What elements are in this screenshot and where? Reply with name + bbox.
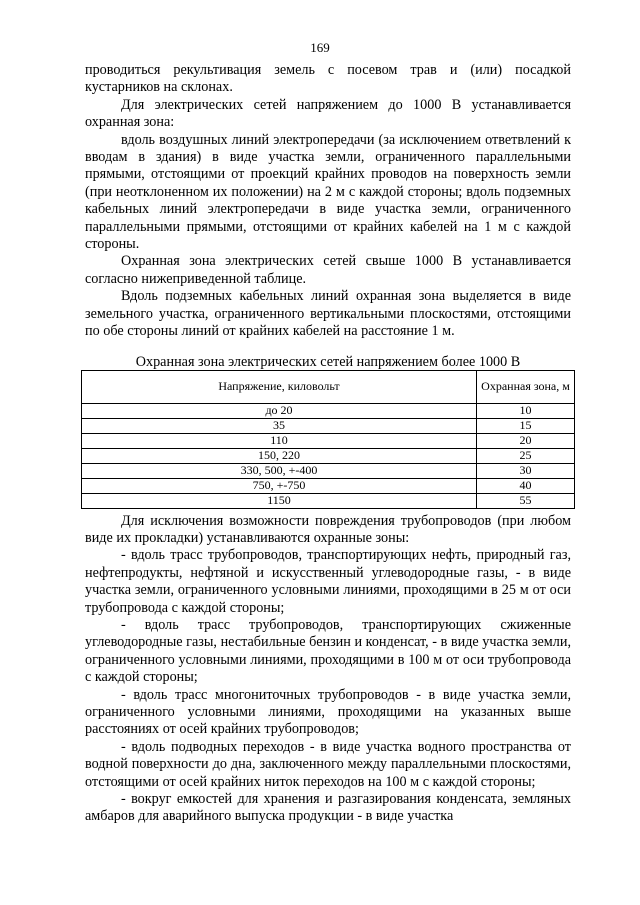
cell-zone: 30 xyxy=(477,463,575,478)
paragraph: Охранная зона электрических сетей свыше 1000 В устанавливается согласно нижеприведенной таблице. xyxy=(85,253,571,287)
cell-voltage: до 20 xyxy=(82,403,477,418)
table-row xyxy=(82,463,575,478)
paragraphs-before-table xyxy=(85,62,571,341)
cell-zone: 40 xyxy=(477,478,575,493)
table-row xyxy=(82,478,575,493)
table-row xyxy=(82,493,575,508)
paragraph: - вдоль трасс многониточных трубопроводов - в виде участка земли, ограниченного условными линиями, проходящими на указанных выше расстояниях от осей крайних трубопроводов; xyxy=(85,686,571,738)
page-number: 169 xyxy=(310,40,330,55)
table-header-row xyxy=(82,370,575,403)
paragraph: - вокруг емкостей для хранения и разгазирования конденсата, земляных амбаров для аварийного выпуска продукции - в виде участка xyxy=(85,791,571,825)
table-body xyxy=(82,403,575,508)
paragraph: Для электрических сетей напряжением до 1000 В устанавливается охранная зона: xyxy=(85,96,571,131)
cell-voltage: 150, 220 xyxy=(82,448,477,463)
cell-zone: 25 xyxy=(477,448,575,463)
paragraph: вдоль воздушных линий электропередачи (за исключением ответвлений к вводам в здания) в виде участка земли, ограниченного параллельными прямыми, отстоящими от проекций крайних проводов на поверхность земли (при неотклоненном их положении) на 2 м с каждой стороны; вдоль подземных кабельных линий электропередачи в виде участка земли, ограниченного параллельными прямыми, отстоящими от крайних кабелей на 1 м с каждой стороны. xyxy=(85,131,571,253)
paragraph: Для исключения возможности повреждения трубопроводов (при любом виде их прокладки) устанавливаются охранные зоны: xyxy=(85,512,571,546)
paragraph: - вдоль трасс трубопроводов, транспортирующих сжиженные углеводородные газы, нестабильные бензин и конденсат, - в виде участка земли, ограниченного условными линиями, проходящими в 100 м от оси трубопровода с каждой стороны; xyxy=(85,616,571,686)
table-row xyxy=(82,433,575,448)
paragraph: Вдоль подземных кабельных линий охранная зона выделяется в виде земельного участка, ограниченного вертикальными плоскостями, отстоящими по обе стороны линий от крайних кабелей на расстояние 1 м. xyxy=(85,288,571,340)
cell-voltage: 750, +-750 xyxy=(82,478,477,493)
cell-zone: 55 xyxy=(477,493,575,508)
paragraph: - вдоль подводных переходов - в виде участка водного пространства от водной поверхности до дна, заключенного между параллельными плоскостями, отстоящими от осей крайних ниток переходов на 100 м с каждой стороны; xyxy=(85,738,571,790)
cell-voltage: 35 xyxy=(82,418,477,433)
cell-voltage: 330, 500, +-400 xyxy=(82,463,477,478)
header-voltage: Напряжение, киловольт xyxy=(82,370,477,403)
cell-zone: 10 xyxy=(477,403,575,418)
header-zone: Охранная зона, м xyxy=(477,370,575,403)
cell-voltage: 110 xyxy=(82,433,477,448)
cell-voltage: 1150 xyxy=(82,493,477,508)
cell-zone: 20 xyxy=(477,433,575,448)
paragraphs-after-table xyxy=(85,513,571,826)
paragraph: проводиться рекультивация земель с посевом трав и (или) посадкой кустарников на склонах. xyxy=(85,62,571,96)
table-title: Охранная зона электрических сетей напряжением более 1000 В xyxy=(135,353,521,370)
protection-zone-table xyxy=(81,370,575,509)
document-body xyxy=(85,62,571,826)
table-row xyxy=(82,418,575,433)
cell-zone: 15 xyxy=(477,418,575,433)
table-row xyxy=(82,448,575,463)
table-row xyxy=(82,403,575,418)
paragraph: - вдоль трасс трубопроводов, транспортирующих нефть, природный газ, нефтепродукты, нефтяной и искусственный углеводородные газы, - в виде участка земли, ограниченного условными линиями, проходящими в 25 м от оси трубопровода с каждой стороны; xyxy=(85,547,571,616)
